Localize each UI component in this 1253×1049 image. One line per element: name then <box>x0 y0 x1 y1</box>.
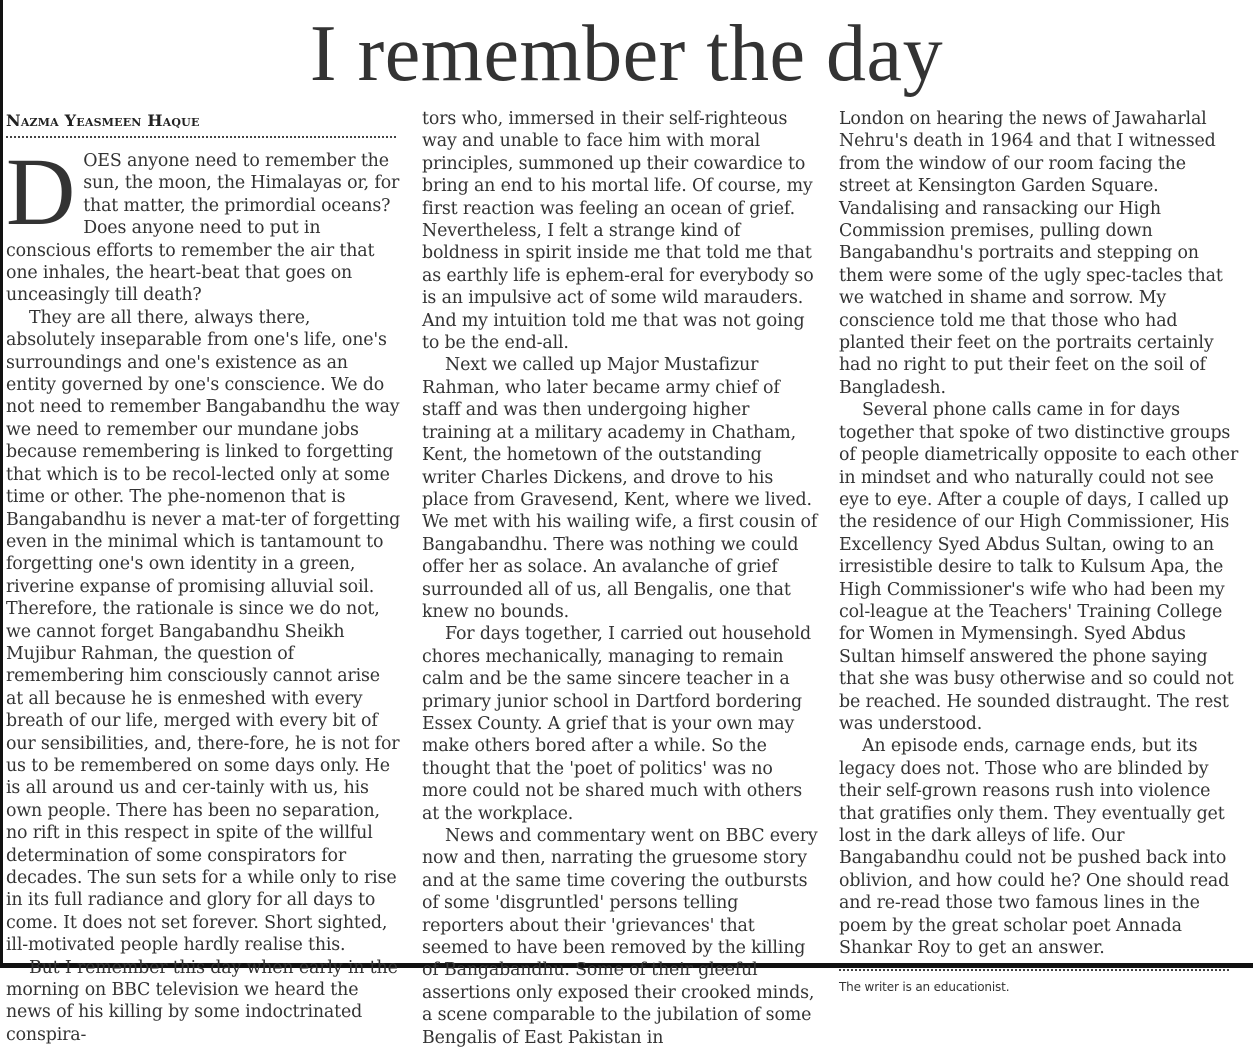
footnote-divider <box>839 969 1229 971</box>
article-paragraph: Next we called up Major Mustafizur Rahman, who later became army chief of staff and was then undergoing higher training at a military academy in Chatham, Kent, the hometown of the outstanding writer Charles Dickens, and drove to his place from Gravesend, Kent, where we lived. We met with his wailing wife, a first cousin of Bangabandhu. There was nothing we could offer her as solace. An avalanche of grief surrounded all of us, all Bengalis, one that knew no bounds. <box>422 355 818 622</box>
article-column-3 <box>839 108 1239 995</box>
article-paragraph: News and commentary went on BBC every now and then, narrating the gruesome story and at the same time covering the outbursts of some 'disgruntled' persons telling reporters about their 'grievances' that seemed to have been removed by the killing of Bangabandhu. Some of their gleeful assertions only exposed their crooked minds, a scene comparable to the jubilation of some Bengalis of East Pakistan in <box>422 826 818 1048</box>
drop-cap: D <box>6 138 76 245</box>
article-paragraph: For days together, I carried out household chores mechanically, managing to remain calm and be the same sincere teacher in a primary junior school in Dartford bordering Essex County. A grief that is your own may make others bored after a while. So the thought that the 'poet of politics' was no more could not be shared much with others at the workplace. <box>422 624 812 824</box>
article-paragraph: Several phone calls came in for days together that spoke of two distinctive groups of people diametrically opposite to each other in mindset and who naturally could not see eye to eye. After a couple of days, I called up the residence of our High Commissioner, His Excellency Syed Abdus Sultan, owing to an irresistible desire to talk to Kulsum Apa, the High Commissioner's wife who had been my col-league at the Teachers' Training College for Women in Mymensingh. Syed Abdus Sultan himself answered the phone saying that she was busy otherwise and so could not be reached. He sounded distraught. The rest was understood. <box>839 400 1239 734</box>
article-paragraph: But I remember this day when early in the morning on BBC television we heard the news of his killing by some indoctrinated conspira- <box>6 957 398 1045</box>
article-paragraph: tors who, immersed in their self-righteous way and unable to face him with moral principles, summoned up their cowardice to bring an end to his mortal life. Of course, my first reaction was feeling an ocean of grief. Nevertheless, I felt a strange kind of boldness in spirit inside me that told me that as earthly life is ephem-eral for everybody so is an impulsive act of some wild marauders. And my intuition told me that was not going to be the end-all. <box>422 109 814 354</box>
author-footnote: The writer is an educationist. <box>839 980 1010 995</box>
lead-paragraph <box>6 138 401 307</box>
article-paragraph: They are all there, always there, absolutely inseparable from one's life, one's surroundings and one's existence as an entity governed by one's conscience. We do not need to remember Bangabandhu the way we need to remember our mundane jobs because remembering is linked to forgetting that which is to be recol-lected only at some time or other. The phe-nomenon that is Bangabandhu is never a mat-ter of forgetting even in the minimal which is tantamount to forgetting one's own identity in a green, riverine expanse of promising alluvial soil. Therefore, the rationale is since we do not, we cannot forget Bangabandhu Sheikh Mujibur Rahman, the question of remembering him consciously cannot arise at all because he is enmeshed with every breath of our life, merged with every bit of our sensibilities, and, there-fore, he is not for us to be remembered on some days only. He is all around us and cer-tainly with us, his own people. There has been no separation, no rift in this respect in spite of the willful determination of some conspirators for decades. The sun sets for a while only to rise in its full radiance and glory for all days to come. It does not set forever. Short sighted, ill-motivated people hardly realise this. <box>6 307 401 956</box>
author-byline: Nazma Yeasmeen Haque <box>6 111 200 130</box>
lead-paragraph-text: OES anyone need to remember the sun, the moon, the Himalayas or, for that matter, the primordial oceans? Does anyone need to put in conscious efforts to remember the air that one inhales, the heart-beat that goes on unceasingly till death? <box>6 151 400 306</box>
article-headline: I remember the day <box>309 10 944 98</box>
article-column-1 <box>6 108 401 1046</box>
article-column-2 <box>422 108 820 1049</box>
article-paragraph: An episode ends, carnage ends, but its legacy does not. Those who are blinded by their self-grown reasons rush into violence that gratifies only them. They eventually get lost in the dark alleys of life. Our Bangabandhu could not be pushed back into oblivion, and how could he? One should read and re-read those two famous lines in the poem by the great scholar poet Annada Shankar Roy to get an answer. <box>839 736 1230 959</box>
page-left-border <box>0 0 3 968</box>
article-paragraph: London on hearing the news of Jawaharlal Nehru's death in 1964 and that I witnessed from the window of our room facing the street at Kensington Garden Square. Vandalising and ransacking our High Commission premises, pulling down Bangabandhu's portraits and stepping on them were some of the ugly spec-tacles that we watched in shame and sorrow. My conscience told me that those who had planted their feet on the portraits certainly had no right to put their feet on the soil of Bangladesh. <box>839 109 1223 398</box>
